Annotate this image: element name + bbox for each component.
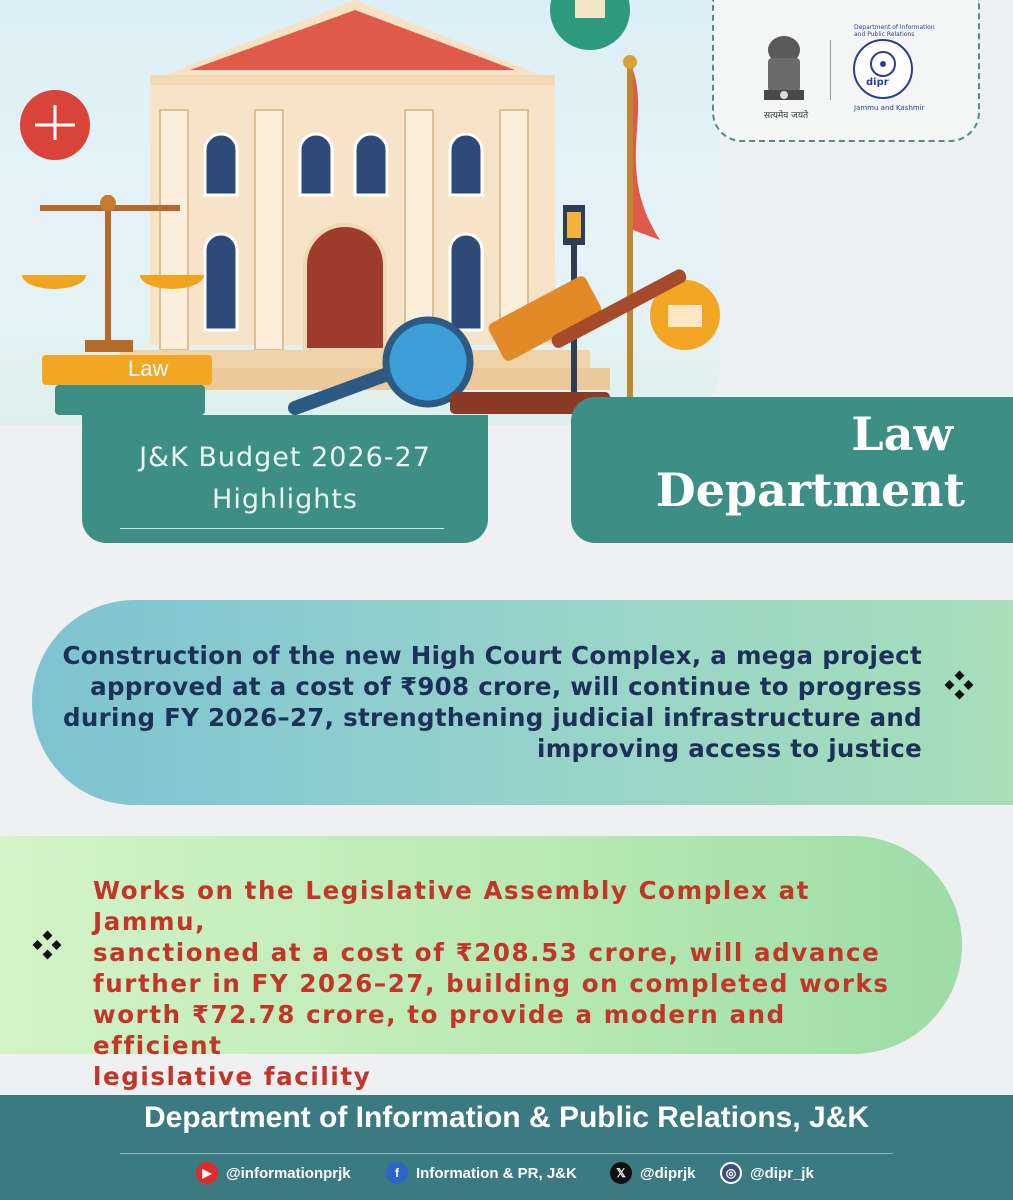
magnifier-icon [386, 320, 470, 404]
highlight-2-line: worth ₹72.78 crore, to provide a modern and efficient [93, 1000, 786, 1060]
department-line1: Law [851, 407, 953, 461]
youtube-handle: @informationprjk [226, 1164, 351, 1182]
youtube-link[interactable] [196, 1160, 351, 1186]
x-link[interactable] [610, 1160, 695, 1186]
emblem-box [712, 0, 980, 142]
x-icon: 𝕏 [610, 1162, 632, 1184]
courthouse-illustration [0, 0, 720, 425]
highlight-1-line: Construction of the new High Court Complex, a mega project [62, 641, 922, 670]
highlight-2-line: legislative facility [93, 1062, 372, 1091]
highlights-underline [120, 528, 444, 529]
department-card [571, 397, 1013, 543]
sparkle-icon [944, 670, 974, 700]
dipr-bottom-text: Jammu and Kashmir [854, 104, 925, 112]
footer-title: Department of Information & Public Relations, J&K [143, 1101, 870, 1134]
dipr-circle-text: Department of Information and Public Relations [854, 24, 935, 38]
instagram-icon: ◎ [720, 1162, 742, 1184]
highlight-2-line: Works on the Legislative Assembly Complex at Jammu, [93, 876, 811, 936]
department-line2: Department [655, 463, 965, 517]
highlight-2-line: further in FY 2026–27, building on completed works [93, 969, 890, 998]
highlight-1-line: approved at a cost of ₹908 crore, will continue to progress [90, 672, 922, 701]
instagram-handle: @dipr_jk [750, 1164, 814, 1182]
highlight-1-line: improving access to justice [537, 734, 922, 763]
facebook-icon: f [386, 1162, 408, 1184]
highlight-text-1 [60, 640, 922, 764]
national-emblem-icon [754, 30, 814, 120]
x-handle: @diprjk [640, 1164, 696, 1182]
divider [830, 40, 831, 100]
youtube-icon: ▶ [196, 1162, 218, 1184]
facebook-link[interactable] [386, 1160, 577, 1186]
sparkle-icon [32, 930, 62, 960]
dipr-logo-text: dipr [866, 77, 889, 88]
facebook-handle: Information & PR, J&K [416, 1164, 577, 1182]
hero-illustration [0, 0, 720, 425]
highlights-subtitle: Highlights [212, 484, 358, 515]
instagram-link[interactable] [720, 1160, 814, 1186]
highlight-text-2 [93, 875, 913, 1092]
dipr-logo-icon [852, 38, 914, 100]
highlights-card [82, 415, 488, 543]
emblem-motto: सत्यमेव जयते [764, 111, 809, 121]
highlight-2-line: sanctioned at a cost of ₹208.53 crore, will advance [93, 938, 881, 967]
footer-divider [120, 1153, 893, 1154]
highlights-title: J&K Budget 2026-27 [139, 442, 431, 473]
book-label: Law [128, 356, 169, 381]
highlight-1-line: during FY 2026–27, strengthening judicial infrastructure and [63, 703, 922, 732]
